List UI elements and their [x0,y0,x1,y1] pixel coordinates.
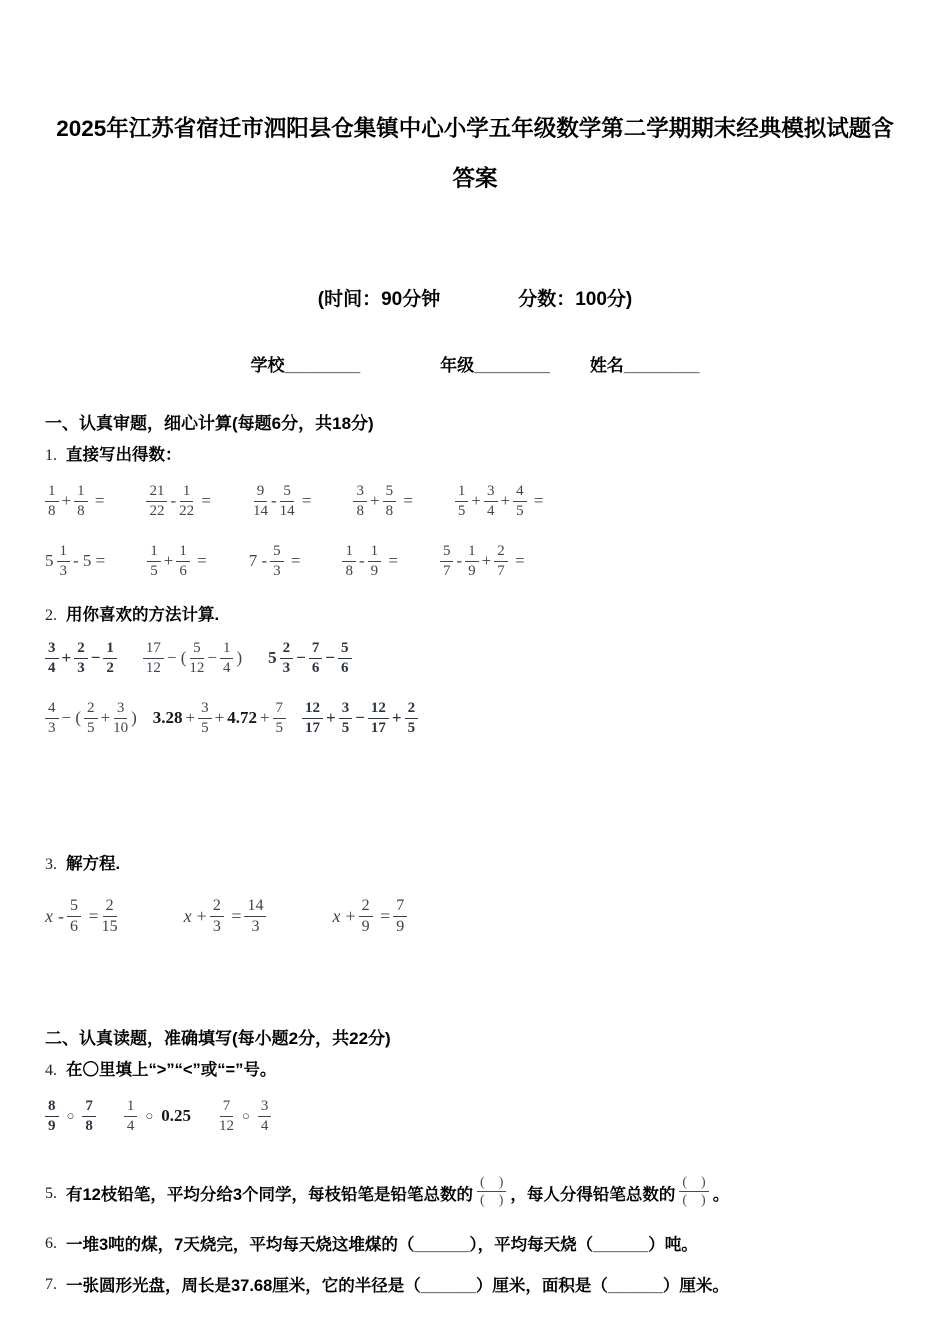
question-3-number: 3. [45,856,57,873]
exam-title [45,0,905,204]
math-expression [332,897,407,935]
fraction: $\frac{1}{9}$ [368,543,382,578]
math-text: - [270,491,277,510]
comparison-circle: ○ [241,1108,250,1123]
fraction: $\frac{2}{15}$ [101,897,118,935]
math-text: = [529,491,544,510]
math-expression [45,700,137,735]
math-text: − [296,648,306,667]
question-5-line [45,1172,905,1209]
question-3-text: 解方程. [66,855,121,873]
question-5-content [66,1172,730,1209]
time-limit: (时间：90分钟 [317,289,441,310]
math-expression [153,700,286,735]
fraction: $\frac{3}{4}$ [484,483,498,518]
blank-work-area [45,741,905,843]
question-4-number: 4. [45,1062,57,1079]
fraction: $\frac{( )}{( )}$ [477,1175,506,1208]
variable: x [183,905,192,926]
math-expression [45,1098,96,1133]
math-expression [147,543,206,578]
fraction: $\frac{3}{5}$ [339,700,353,735]
fraction: $\frac{5}{3}$ [270,543,284,578]
fraction: $\frac{5}{6}$ [67,897,81,935]
math-expression [66,1172,730,1209]
math-expression [249,543,301,578]
fraction: $\frac{5}{6}$ [338,640,352,675]
decimal-number: 0.25 [161,1106,191,1125]
question-2-label [45,601,905,625]
school-field: 学校________ [250,356,361,375]
decimal-number: 3.28 [152,708,183,727]
comparison-circle: ○ [145,1108,154,1123]
fraction: $\frac{14}{3}$ [244,897,266,935]
math-expression [146,483,211,518]
fraction: $\frac{3}{4}$ [258,1098,272,1133]
fraction: $\frac{5}{12}$ [189,640,205,676]
math-expression [302,700,418,735]
question-7-line [45,1272,905,1296]
fraction: $\frac{12}{17}$ [302,700,323,735]
math-expression [184,897,267,935]
fraction: $\frac{1}{3}$ [57,543,71,578]
time-score-line [45,284,905,311]
fraction: $\frac{1}{22}$ [179,483,195,519]
math-expression [455,483,544,518]
math-expression [45,897,118,935]
question-4-text: 在〇里填上“>”“<”或“=”号。 [66,1061,277,1079]
question-1-label [45,441,905,465]
question-5-number: 5. [45,1185,57,1203]
question-2-number: 2. [45,607,57,624]
fraction: $\frac{5}{7}$ [440,543,454,578]
variable: x [332,905,341,926]
math-text: − ( [166,648,187,667]
fraction: $\frac{7}{5}$ [273,700,287,735]
math-text: = [192,551,207,570]
fraction: $\frac{4}{3}$ [45,700,59,735]
question-1-number: 1. [45,447,57,464]
math-expression [219,1098,271,1133]
math-text: − ( [61,708,81,727]
fraction: $\frac{7}{6}$ [309,640,323,675]
question-4-label [45,1056,905,1080]
question-1-text: 直接写出得数： [66,446,182,464]
math-text: = [286,551,301,570]
fraction: $\frac{2}{7}$ [494,543,508,578]
question-6-number: 6. [45,1235,57,1253]
math-text: 7 - [248,551,268,570]
fraction: $\frac{1}{4}$ [124,1098,138,1133]
math-text: − [90,648,101,667]
fraction: $\frac{2}{5}$ [405,700,419,735]
math-expression [342,543,398,578]
fraction: $\frac{1}{5}$ [455,483,469,518]
blank-work-area [45,944,905,1024]
math-text: = [510,551,525,570]
math-text: = [84,905,99,926]
math-text: + [61,491,72,510]
fraction: $\frac{1}{8}$ [74,483,88,518]
math-text: − [207,648,217,667]
math-text: + [259,708,270,727]
q1-expression-row-1 [45,477,905,525]
fraction: $\frac{1}{5}$ [147,543,161,578]
decimal-number: 4.72 [227,708,257,727]
comparison-circle: ○ [66,1108,75,1123]
math-text: = [197,491,211,510]
fraction: $\frac{5}{8}$ [383,483,397,518]
math-text: + [369,491,380,510]
q4-comparison-row [45,1090,905,1142]
fraction: $\frac{2}{3}$ [280,640,294,675]
math-text: + [61,648,72,667]
fraction: $\frac{4}{5}$ [513,483,527,518]
fraction: $\frac{7}{12}$ [218,1098,234,1134]
variable: x [45,905,53,926]
name-field: 姓名________ [589,356,700,375]
math-text: + [326,708,336,727]
math-text: + [345,905,356,926]
fraction: $\frac{17}{12}$ [143,640,164,675]
math-text: + [391,708,402,727]
fraction: $\frac{3}{5}$ [198,700,212,735]
math-text: ) [131,708,137,727]
fraction: $\frac{7}{8}$ [82,1098,96,1133]
math-text: - [456,551,463,570]
question-6-line [45,1231,905,1255]
q1-expression-row-2 [45,537,905,585]
math-text: = [297,491,312,510]
fraction: $\frac{1}{9}$ [465,543,479,578]
question-7-text: 一张圆形光盘，周长是37.68厘米，它的半径是（______）厘米，面积是（______）厘米。 [66,1277,729,1296]
math-text: - [170,491,177,510]
q2-expression-row-1 [45,635,905,681]
math-text: + [471,491,481,510]
math-text: ，每人分得铅笔总数的 [510,1186,676,1205]
q2-expression-row-2 [45,695,905,741]
math-text: 有12枝铅笔，平均分给3个同学，每枝铅笔是铅笔总数的 [66,1186,474,1205]
math-text: − [355,708,365,727]
math-text: 5 [268,648,277,667]
fraction: $\frac{1}{8}$ [45,483,59,518]
q3-equation-row [45,888,905,944]
math-text: − [325,648,336,667]
fraction: $\frac{2}{9}$ [359,897,373,935]
exam-title-line-2: 答案 [452,166,498,191]
fraction: $\frac{1}{4}$ [220,640,234,675]
math-expression [143,640,242,675]
math-expression [268,640,351,675]
score-total: 分数：100分) [518,289,633,310]
fraction: $\frac{3}{4}$ [45,640,59,675]
math-text: + [196,905,207,926]
fraction: $\frac{21}{22}$ [146,483,167,518]
fraction: $\frac{7}{9}$ [393,897,407,935]
fraction: $\frac{1}{8}$ [342,543,356,578]
math-text: + [481,551,492,570]
math-text: + [214,708,225,727]
math-expression [353,483,412,518]
section-1-heading: 一、认真审题，细心计算(每题6分，共18分) [45,414,374,433]
math-text: = [375,905,391,926]
fraction: $\frac{2}{5}$ [84,700,98,735]
fraction: $\frac{2}{3}$ [74,640,88,675]
fraction: $\frac{3}{8}$ [353,483,367,518]
math-expression [253,483,312,518]
section-2-heading: 二、认真读题，准确填写(每小题2分，共22分) [45,1029,391,1048]
fraction: $\frac{3}{10}$ [113,700,129,736]
math-expression [124,1098,191,1133]
fraction: $\frac{1}{2}$ [103,640,117,675]
math-text: - [58,905,64,926]
math-text: 。 [712,1186,730,1205]
fraction: $\frac{1}{6}$ [176,543,190,578]
math-text: - 5 = [73,551,106,570]
exam-title-line-1: 2025年江苏省宿迁市泗阳县仓集镇中心小学五年级数学第二学期期末经典模拟试题含 [56,116,894,141]
math-text: = [90,491,105,510]
math-text: - [358,551,365,570]
math-text: = [399,491,413,510]
math-text: 5 [45,551,54,570]
question-7-number: 7. [45,1276,57,1294]
fraction: $\frac{( )}{( )}$ [679,1175,708,1208]
fraction: $\frac{9}{14}$ [252,483,268,519]
grade-field: 年级________ [440,356,550,375]
fraction: $\frac{2}{3}$ [210,897,224,935]
math-text: + [163,551,174,570]
fraction: $\frac{5}{14}$ [279,483,295,519]
math-expression [45,640,117,675]
math-expression [440,543,525,578]
math-text: = [384,551,398,570]
math-text: + [500,491,511,510]
math-expression [45,483,104,518]
math-text: ) [236,648,243,667]
question-3-label [45,850,905,874]
math-text: + [100,708,111,727]
fraction: $\frac{8}{9}$ [45,1098,59,1133]
math-expression [45,543,105,578]
math-text: + [185,708,196,727]
fraction: $\frac{12}{17}$ [368,700,389,735]
question-2-text: 用你喜欢的方法计算. [66,606,220,624]
question-6-text: 一堆3吨的煤，7天烧完，平均每天烧这堆煤的（______），平均每天烧（______）吨。 [66,1236,698,1255]
student-info-line [45,351,905,376]
math-text: = [226,905,242,926]
